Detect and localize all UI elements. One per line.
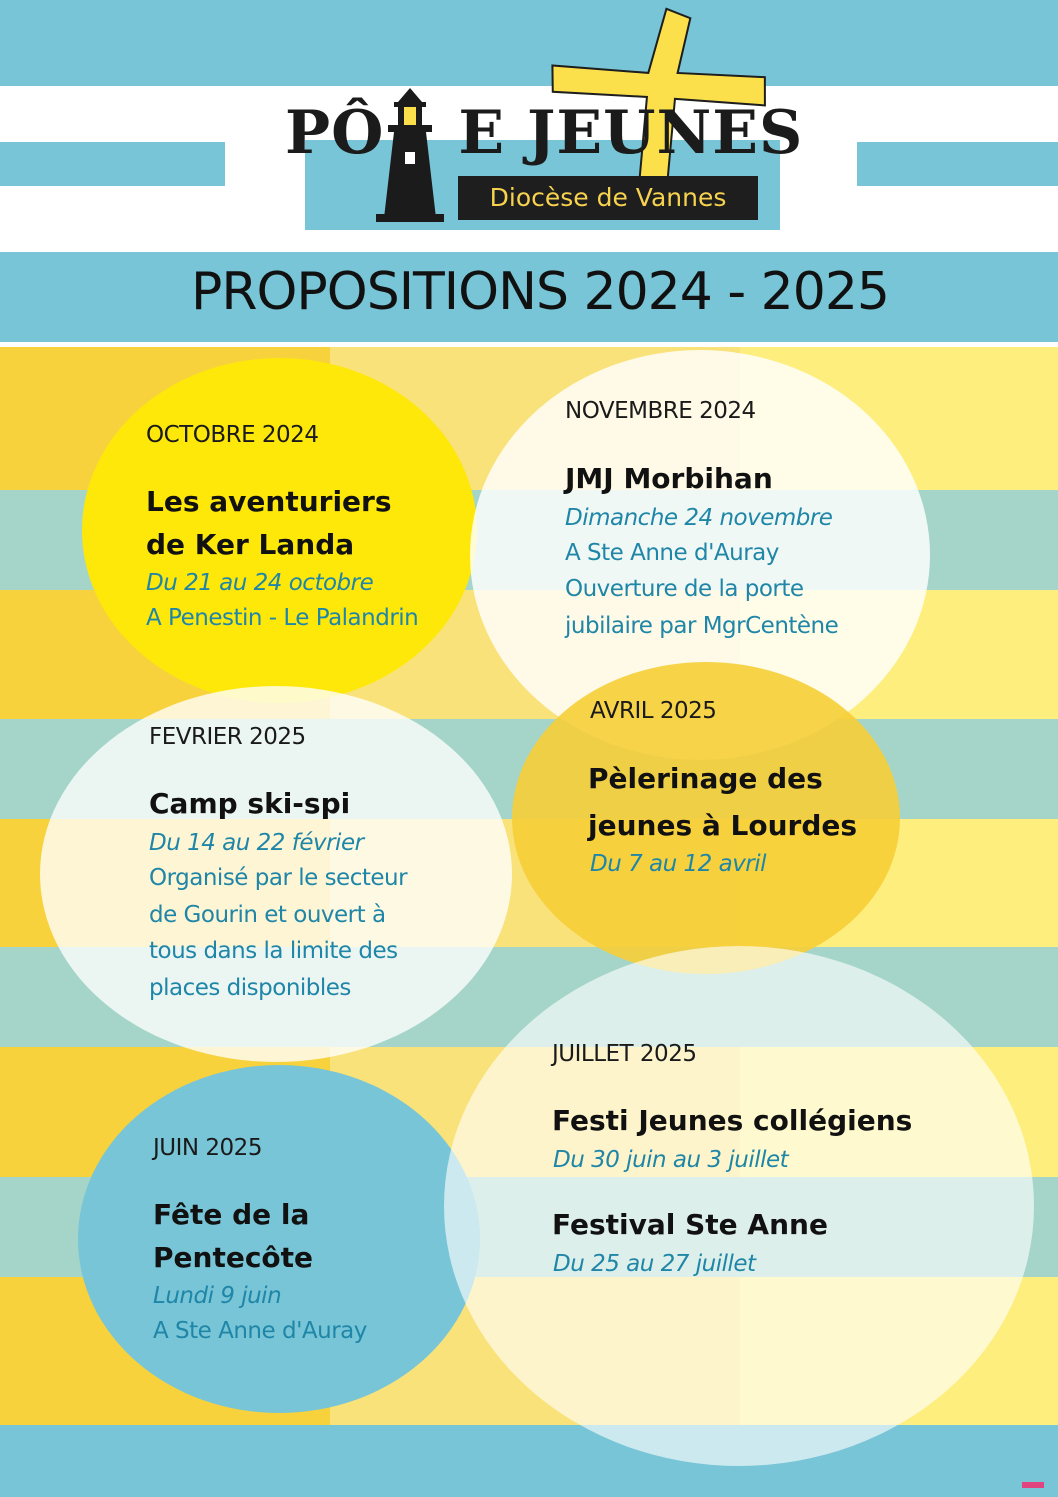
bottom-blue-stripe [0, 1425, 1058, 1497]
juin-title-line2: Pentecôte [153, 1241, 314, 1274]
top-blue-stripe [0, 0, 1058, 86]
logo-word-right: E JEUNES [458, 98, 804, 168]
logo-subtitle: Diocèse de Vannes [458, 176, 758, 220]
fevrier-month: FEVRIER 2025 [149, 724, 306, 750]
octobre-month: OCTOBRE 2024 [146, 422, 319, 448]
novembre-info1: A Ste Anne d'Auray [565, 540, 779, 566]
logo-wordmark [285, 98, 803, 168]
juillet-title1: Festi Jeunes collégiens [552, 1104, 913, 1137]
octobre-title-line1: Les aventuriers [146, 485, 392, 518]
juin-info1: A Ste Anne d'Auray [153, 1318, 367, 1344]
novembre-date: Dimanche 24 novembre [565, 505, 833, 531]
juillet-date1: Du 30 juin au 3 juillet [553, 1147, 789, 1173]
octobre-date: Du 21 au 24 octobre [146, 570, 374, 596]
page-title: PROPOSITIONS 2024 - 2025 [190, 262, 889, 322]
mid-blue-stripe-left [0, 142, 225, 186]
avril-date: Du 7 au 12 avril [590, 851, 767, 877]
juillet-title2: Festival Ste Anne [552, 1208, 828, 1241]
juin-title-line1: Fête de la [153, 1198, 310, 1231]
fevrier-info3: tous dans la limite des [149, 938, 398, 964]
mid-blue-stripe-right [857, 142, 1058, 186]
octobre-info1: A Penestin - Le Palandrin [146, 605, 419, 631]
corner-mark [1022, 1482, 1044, 1488]
lighthouse-icon [376, 86, 444, 222]
fevrier-info1: Organisé par le secteur [149, 865, 408, 891]
juillet-date2: Du 25 au 27 juillet [553, 1251, 756, 1277]
juin-month: JUIN 2025 [153, 1135, 262, 1161]
juin-date: Lundi 9 juin [153, 1283, 282, 1309]
fevrier-info2: de Gourin et ouvert à [149, 902, 386, 928]
novembre-info3: jubilaire par MgrCentène [565, 613, 839, 639]
novembre-title-line1: JMJ Morbihan [565, 462, 773, 495]
avril-title-line2: jeunes à Lourdes [588, 809, 858, 842]
avril-month: AVRIL 2025 [590, 698, 717, 724]
novembre-month: NOVEMBRE 2024 [565, 398, 756, 424]
fevrier-title-line1: Camp ski-spi [149, 787, 351, 820]
juillet-month: JUILLET 2025 [552, 1041, 697, 1067]
fevrier-info4: places disponibles [149, 975, 351, 1001]
octobre-title-line2: de Ker Landa [146, 528, 355, 561]
novembre-info2: Ouverture de la porte [565, 576, 804, 602]
logo-word-left: PÔ [285, 98, 385, 168]
fevrier-date: Du 14 au 22 février [149, 830, 364, 856]
avril-title-line1: Pèlerinage des [588, 762, 823, 795]
